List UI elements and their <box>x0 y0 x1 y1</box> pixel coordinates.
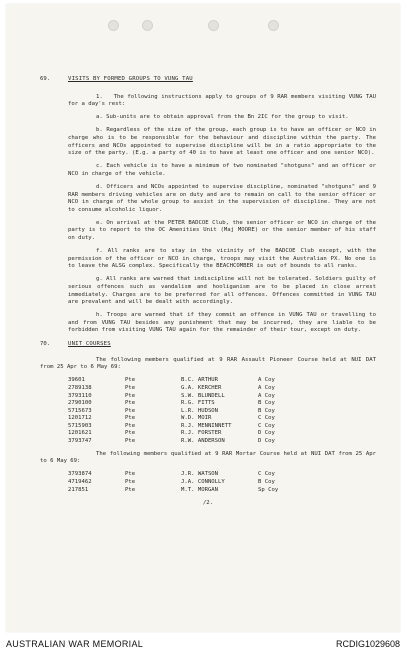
company: B Coy <box>258 478 275 485</box>
company: C Coy <box>258 415 275 422</box>
table-row <box>68 430 376 438</box>
service-number: 3793874 <box>68 471 92 478</box>
punch-hole <box>142 20 153 31</box>
paragraph-b: b. Regardless of the size of the group, each group is to have an officer or NCO in charge who is to be responsible for the behaviour and discipline within the party. The officers and NCOs appointed to supervise discipline will be in a ratio appropriate to the size of the party. (E.g. a party of 40 is to have at least one officer and one senior NCO). <box>68 127 376 157</box>
rank: Pte <box>125 438 136 445</box>
paragraph-h: h. Troops are warned that if they commit an offence in VUNG TAU or travelling to and from VUNG TAU besides any punishment that may be incurred, they are liable to be forbidden from visiting VUNG TAU again for the remainder of their tour, except on duty. <box>68 312 376 334</box>
member-name: J.A. CONNOLLY <box>181 478 225 485</box>
table-row <box>68 423 376 431</box>
service-number: 2789138 <box>68 384 92 391</box>
company: C Coy <box>258 422 275 429</box>
rank: Pte <box>125 430 136 437</box>
rank: Pte <box>125 407 136 414</box>
member-name: J.R. WATSON <box>181 471 219 478</box>
service-number: 217851 <box>68 486 89 493</box>
table-row <box>68 479 376 487</box>
company: A Coy <box>258 377 275 384</box>
company: B Coy <box>258 400 275 407</box>
rank: Pte <box>125 377 136 384</box>
section-number: 69. <box>40 76 51 82</box>
member-name: R.J. FORSTER <box>181 430 222 437</box>
rank: Pte <box>125 415 136 422</box>
mortar-course-table <box>68 471 376 494</box>
paragraph-d: d. Officers and NCOs appointed to supervise discipline, nominated "shotguns" and 9 RAR members driving vehicles are on duty and are to remain on call to the senior officer or NCO in charge of the whole group to assist in the supervision of discipline. They are not to consume alcoholic liquor. <box>68 183 376 213</box>
company: B Coy <box>258 407 275 414</box>
member-name: G.A. KERCHER <box>181 384 222 391</box>
punch-hole <box>268 20 279 31</box>
member-name: R.G. FITTS <box>181 400 215 407</box>
course-intro-pioneer: The following members qualified at 9 RAR Assault Pioneer Course held at NUI DAT from 25 Apr to 6 May 69: <box>40 356 376 371</box>
section-69-heading <box>40 76 376 84</box>
service-number: 3793110 <box>68 392 92 399</box>
footer-record-id: RCDIG1029608 <box>335 639 400 649</box>
section-title: UNIT COURSES <box>68 341 111 348</box>
section-number: 70. <box>40 341 51 348</box>
paragraph-f: f. All ranks are to stay in the vicinity of the BADCOE Club except, with the permission of the officer or NCO in charge, troops may visit the Australian PX. No one is to leave the ALSG complex. Specifically the BEACHCOMBER is out of bounds to all ranks. <box>68 248 376 270</box>
paragraph-e: e. On arrival at the PETER BADCOE Club, the senior officer or NCO in charge of the party is to report to the OC Amenities Unit (Maj MOORE) or the senior member of his staff on duty. <box>68 219 376 241</box>
table-row <box>68 471 376 479</box>
rank: Pte <box>125 422 136 429</box>
service-number: 1201621 <box>68 430 92 437</box>
rank: Pte <box>125 471 136 478</box>
member-name: R.W. ANDERSON <box>181 438 225 445</box>
service-number: 3793747 <box>68 438 92 445</box>
punch-hole <box>108 20 119 31</box>
company: Sp Coy <box>258 486 279 493</box>
company: C Coy <box>258 471 275 478</box>
service-number: 4719462 <box>68 478 92 485</box>
rank: Pte <box>125 400 136 407</box>
company: A Coy <box>258 384 275 391</box>
paragraph-c: c. Each vehicle is to have a minimum of two nominated "shotguns" and an officer or NCO in charge of the vehicle. <box>68 163 376 177</box>
table-row <box>68 385 376 393</box>
table-row <box>68 487 376 495</box>
member-name: W.D. MOIR <box>181 415 212 422</box>
punch-hole <box>208 20 219 31</box>
company: A Coy <box>258 392 275 399</box>
member-name: S.W. BLUNDELL <box>181 392 225 399</box>
course-intro-mortar: The following members qualified at 9 RAR Mortar Course held at NUI DAT from 25 Apr to 6 May 69: <box>40 450 376 465</box>
member-name: R.J. MENNINNETT <box>181 422 232 429</box>
table-row <box>68 415 376 423</box>
member-name: L.R. HUDSON <box>181 407 219 414</box>
paragraph-a: a. Sub-units are to obtain approval from the Bn 2IC for the group to visit. <box>96 114 349 121</box>
service-number: 5715673 <box>68 407 92 414</box>
service-number: 5715903 <box>68 422 92 429</box>
paragraph-g: g. All ranks are warned that indiscipline will not be tolerated. Soldiers guilty of serious offences such as vandalism and hooliganism are to be placed in close arrest immediately. Charges are to be preferred for all offences. Offences committed in VUNG TAU are prevalent and will be dealt with accordingly. <box>68 276 376 306</box>
service-number: 2790100 <box>68 400 92 407</box>
table-row <box>68 393 376 401</box>
rank: Pte <box>125 478 136 485</box>
table-row <box>68 408 376 416</box>
rank: Pte <box>125 486 136 493</box>
company: D Coy <box>258 438 275 445</box>
member-name: B.C. ARTHUR <box>181 377 219 384</box>
service-number: 1201712 <box>68 415 92 422</box>
paragraph-intro: 1. The following instructions apply to groups of 9 RAR members visiting VUNG TAU for a day's rest: <box>68 93 376 108</box>
member-name: M.T. MORGAN <box>181 486 219 493</box>
document-body <box>40 76 376 508</box>
footer-institution: AUSTRALIAN WAR MEMORIAL <box>6 639 144 649</box>
section-title: VISITS BY FORMED GROUPS TO VUNG TAU <box>68 76 193 82</box>
table-row <box>68 438 376 446</box>
company: D Coy <box>258 430 275 437</box>
page-continuation: /2. <box>202 500 214 507</box>
section-70-heading <box>40 341 376 349</box>
archive-footer <box>0 634 406 654</box>
pioneer-course-table <box>68 377 376 445</box>
rank: Pte <box>125 384 136 391</box>
table-row <box>68 377 376 385</box>
section-69-body <box>68 94 376 335</box>
table-row <box>68 400 376 408</box>
rank: Pte <box>125 392 136 399</box>
service-number: 39601 <box>68 377 85 384</box>
